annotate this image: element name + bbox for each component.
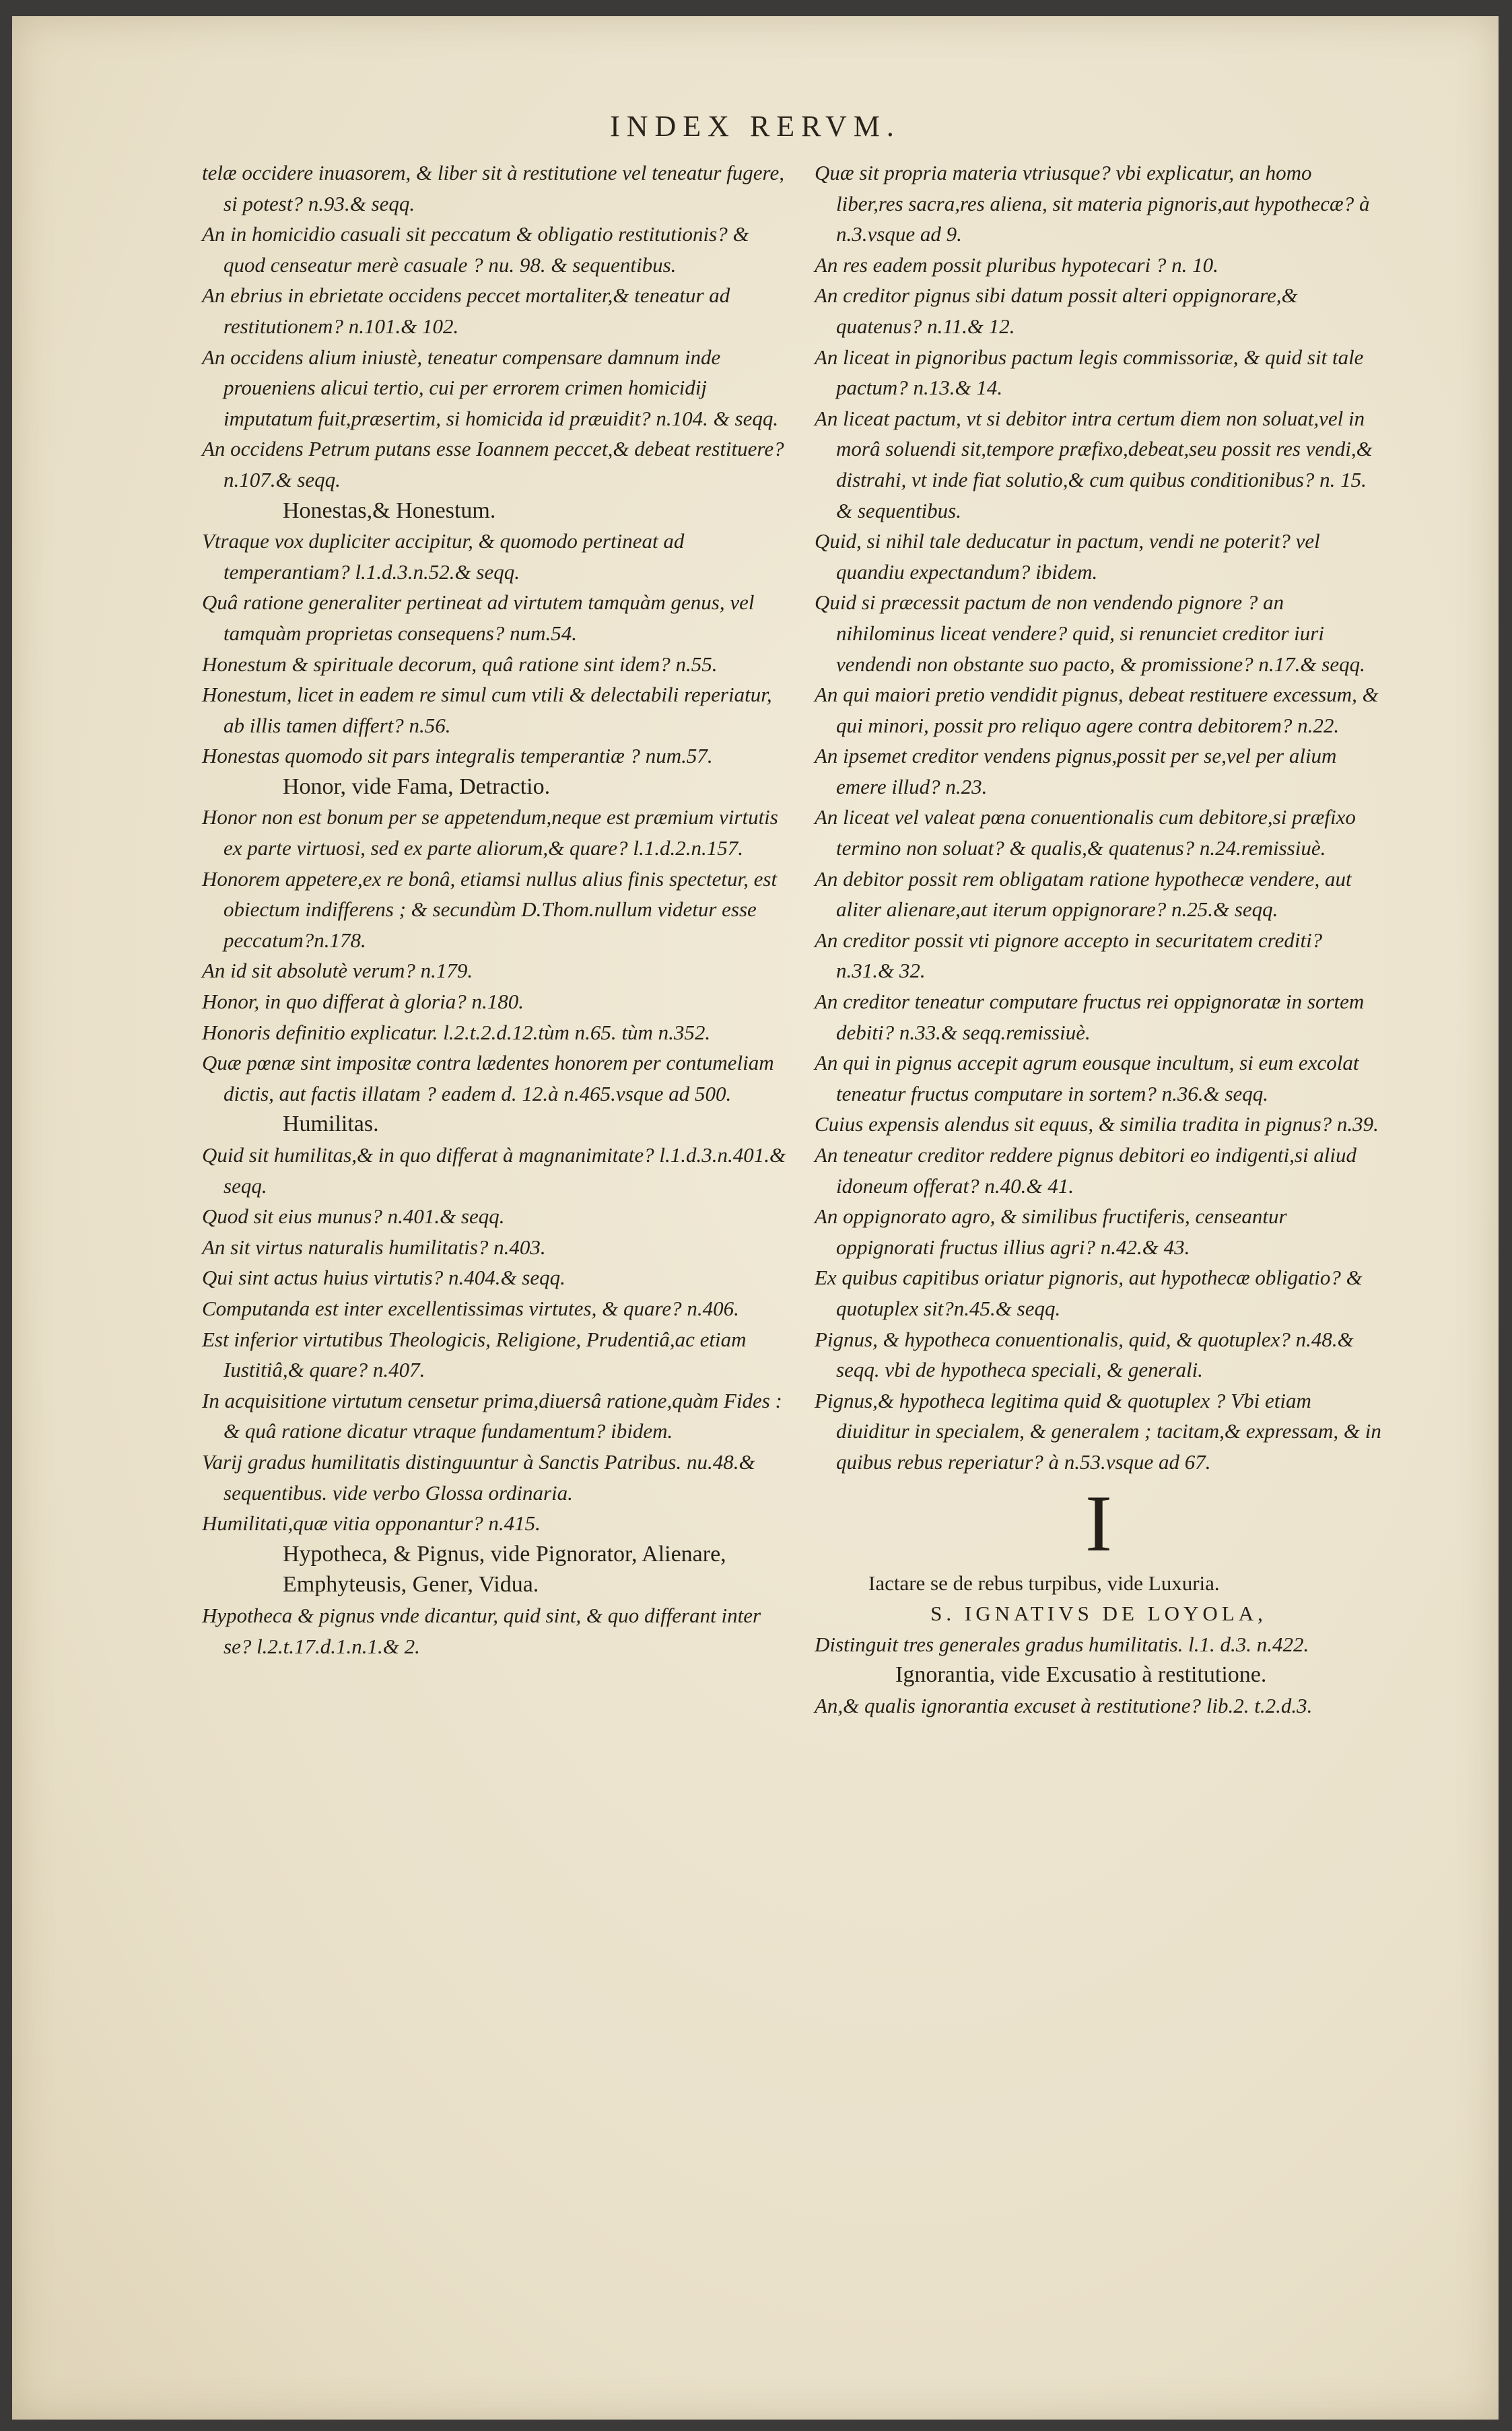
left-column bbox=[202, 158, 791, 1662]
index-entry: An occidens Petrum putans esse Ioannem peccet,& debeat restituere? n.107.& seqq. bbox=[202, 437, 784, 491]
index-entry: Humilitati,quæ vitia opponantur? n.415. bbox=[202, 1511, 541, 1536]
index-entry: An qui maiori pretio vendidit pignus, debeat restituere excessum, & qui minori, possit pro reliquo agere contra debitorem? n.22. bbox=[815, 683, 1379, 737]
index-entry: telæ occidere inuasorem, & liber sit à restitutione vel teneatur fugere, si potest? n.93.& seqq. bbox=[202, 161, 784, 215]
running-head: INDEX RERVM. bbox=[610, 110, 901, 143]
index-entry: An sit virtus naturalis humilitatis? n.403. bbox=[202, 1235, 546, 1259]
right-column bbox=[815, 158, 1383, 1721]
index-entry: Honor non est bonum per se appetendum,neque est præmium virtutis ex parte virtuosi, sed ex parte aliorum,& quare? l.1.d.2.n.157. bbox=[202, 805, 778, 860]
index-heading: Humilitas. bbox=[283, 1111, 379, 1137]
index-entry: Quæ sit propria materia vtriusque? vbi explicatur, an homo liber,res sacra,res aliena, sit materia pignoris,aut hypothecæ? à n.3.vsque ad 9. bbox=[815, 161, 1370, 246]
index-entry: Honestum, licet in eadem re simul cum vtili & delectabili reperiatur, ab illis tamen differt? n.56. bbox=[202, 683, 772, 737]
index-entry: Quod sit eius munus? n.401.& seqq. bbox=[202, 1204, 505, 1229]
index-heading: Honestas,& Honestum. bbox=[283, 498, 496, 523]
section-initial: I bbox=[1085, 1478, 1112, 1568]
index-entry: Cuius expensis alendus sit equus, & similia tradita in pignus? n.39. bbox=[815, 1112, 1379, 1136]
index-entry: An liceat in pignoribus pactum legis commissoriæ, & quid sit tale pactum? n.13.& 14. bbox=[815, 345, 1364, 400]
index-entry: Varij gradus humilitatis distinguuntur à Sanctis Patribus. nu.48.& sequentibus. vide verbo Glossa ordinaria. bbox=[202, 1449, 755, 1505]
index-entry: Honorem appetere,ex re bonâ, etiamsi nullus alius finis spectetur, est obiectum indifferens ; & secundùm D.Thom.nullum videtur esse peccatum?n.178. bbox=[202, 866, 778, 952]
index-entry: An ebrius in ebrietate occidens peccet mortaliter,& teneatur ad restitutionem? n.101.& 102. bbox=[202, 283, 730, 338]
index-entry: Quid si præcessit pactum de non vendendo pignore ? an nihilominus liceat vendere? quid, si renunciet creditor iuri vendendi non obstante suo pacto, & promissione? n.17.& seqq. bbox=[815, 590, 1365, 676]
index-entry: Computanda est inter excellentissimas virtutes, & quare? n.406. bbox=[202, 1296, 739, 1320]
index-entry: Honoris definitio explicatur. l.2.t.2.d.12.tùm n.65. tùm n.352. bbox=[202, 1020, 711, 1044]
index-entry: Honor, in quo differat à gloria? n.180. bbox=[202, 990, 524, 1014]
index-entry: An teneatur creditor reddere pignus debitori eo indigenti,si aliud idoneum offerat? n.40.& 41. bbox=[815, 1143, 1357, 1198]
index-entry: Pignus, & hypotheca conuentionalis, quid, & quotuplex? n.48.& seqq. vbi de hypotheca speciali, & generali. bbox=[815, 1327, 1354, 1382]
index-entry: Qui sint actus huius virtutis? n.404.& seqq. bbox=[202, 1266, 565, 1290]
index-entry: An creditor possit vti pignore accepto in securitatem crediti? n.31.& 32. bbox=[815, 928, 1323, 983]
index-entry: Quæ pœnæ sint impositæ contra lædentes honorem per contumeliam dictis, aut factis illatam ? eadem d. 12.à n.465.vsque ad 500. bbox=[202, 1051, 774, 1105]
index-entry: An in homicidio casuali sit peccatum & obligatio restitutionis? & quod censeatur merè casuale ? nu. 98. & sequentibus. bbox=[202, 222, 749, 277]
index-entry: Quid sit humilitas,& in quo differat à magnanimitate? l.1.d.3.n.401.& seqq. bbox=[202, 1143, 786, 1198]
index-entry: Honestas quomodo sit pars integralis temperantiæ ? num.57. bbox=[202, 744, 713, 768]
index-entry: In acquisitione virtutum censetur prima,diuersâ ratione,quàm Fides : & quâ ratione dicatur vtraque fundamentum? ibidem. bbox=[202, 1388, 782, 1443]
index-entry: An creditor teneatur computare fructus rei oppignoratæ in sortem debiti? n.33.& seqq.remissiuè. bbox=[815, 990, 1365, 1044]
index-entry: Distinguit tres generales gradus humilitatis. l.1. d.3. n.422. bbox=[815, 1632, 1309, 1656]
index-heading: Ignorantia, vide Excusatio à restitutione. bbox=[895, 1662, 1267, 1688]
index-entry: Quâ ratione generaliter pertineat ad virtutem tamquàm genus, vel tamquàm proprietas consequens? num.54. bbox=[202, 590, 755, 645]
index-entry: Pignus,& hypotheca legitima quid & quotuplex ? Vbi etiam diuiditur in specialem, & generalem ; tacitam,& expressam, & in quibus rebus reperiatur? à n.53.vsque ad 67. bbox=[815, 1388, 1381, 1474]
index-entry: An,& qualis ignorantia excuset à restitutione? lib.2. t.2.d.3. bbox=[815, 1693, 1313, 1717]
index-entry: An qui in pignus accepit agrum eousque incultum, si eum excolat teneatur fructus computare in sortem? n.36.& seqq. bbox=[815, 1051, 1359, 1105]
index-entry: An liceat pactum, vt si debitor intra certum diem non soluat,vel in morâ soluendi sit,tempore præfixo,debeat,seu possit res vendi,& distrahi, vt inde fiat solutio,& cum quibus conditionibus? n. 15. & sequentibus. bbox=[815, 406, 1373, 522]
index-entry: An creditor pignus sibi datum possit alteri oppignorare,& quatenus? n.11.& 12. bbox=[815, 283, 1298, 338]
index-entry: An res eadem possit pluribus hypotecari ? n. 10. bbox=[815, 252, 1218, 277]
index-entry: An ipsemet creditor vendens pignus,possit per se,vel per alium emere illud? n.23. bbox=[815, 744, 1337, 798]
index-entry: Vtraque vox dupliciter accipitur, & quomodo pertineat ad temperantiam? l.1.d.3.n.52.& seqq. bbox=[202, 529, 685, 584]
index-entry: An occidens alium iniustè, teneatur compensare damnum inde proueniens alicui tertio, cui per errorem crimen homicidij imputatum fuit,præsertim, si homicida id præuidit? n.104. & seqq. bbox=[202, 345, 779, 430]
index-entry: Est inferior virtutibus Theologicis, Religione, Prudentiâ,ac etiam Iustitiâ,& quare? n.407. bbox=[202, 1327, 747, 1382]
index-heading: Hypotheca, & Pignus, vide Pignorator, Alienare, Emphyteusis, Gener, Vidua. bbox=[283, 1541, 726, 1598]
index-entry: An oppignorato agro, & similibus fructiferis, censeantur oppignorati fructus illius agri? n.42.& 43. bbox=[815, 1204, 1287, 1259]
index-page bbox=[12, 16, 1499, 2420]
index-entry: An debitor possit rem obligatam ratione hypothecæ vendere, aut aliter alienare,aut iterum oppignorare? n.25.& seqq. bbox=[815, 866, 1352, 922]
index-entry: An id sit absolutè verum? n.179. bbox=[202, 959, 473, 983]
index-entry: Iactare se de rebus turpibus, vide Luxuria. bbox=[868, 1571, 1220, 1595]
index-entry: Quid, si nihil tale deducatur in pactum, vendi ne poterit? vel quandiu expectandum? ibidem. bbox=[815, 529, 1320, 584]
index-entry: Hypotheca & pignus vnde dicantur, quid sint, & quo differant inter se? l.2.t.17.d.1.n.1.& 2. bbox=[202, 1603, 761, 1658]
index-entry: An liceat vel valeat pœna conuentionalis cum debitore,si præfixo termino non soluat? & qualis,& quatenus? n.24.remissiuè. bbox=[815, 805, 1356, 860]
index-heading: Honor, vide Fama, Detractio. bbox=[283, 774, 551, 799]
index-entry: Ex quibus capitibus oriatur pignoris, aut hypothecæ obligatio? & quotuplex sit?n.45.& seqq. bbox=[815, 1266, 1363, 1320]
index-heading: S. IGNATIVS DE LOYOLA, bbox=[930, 1602, 1267, 1626]
index-entry: Honestum & spirituale decorum, quâ ratione sint idem? n.55. bbox=[202, 652, 718, 676]
